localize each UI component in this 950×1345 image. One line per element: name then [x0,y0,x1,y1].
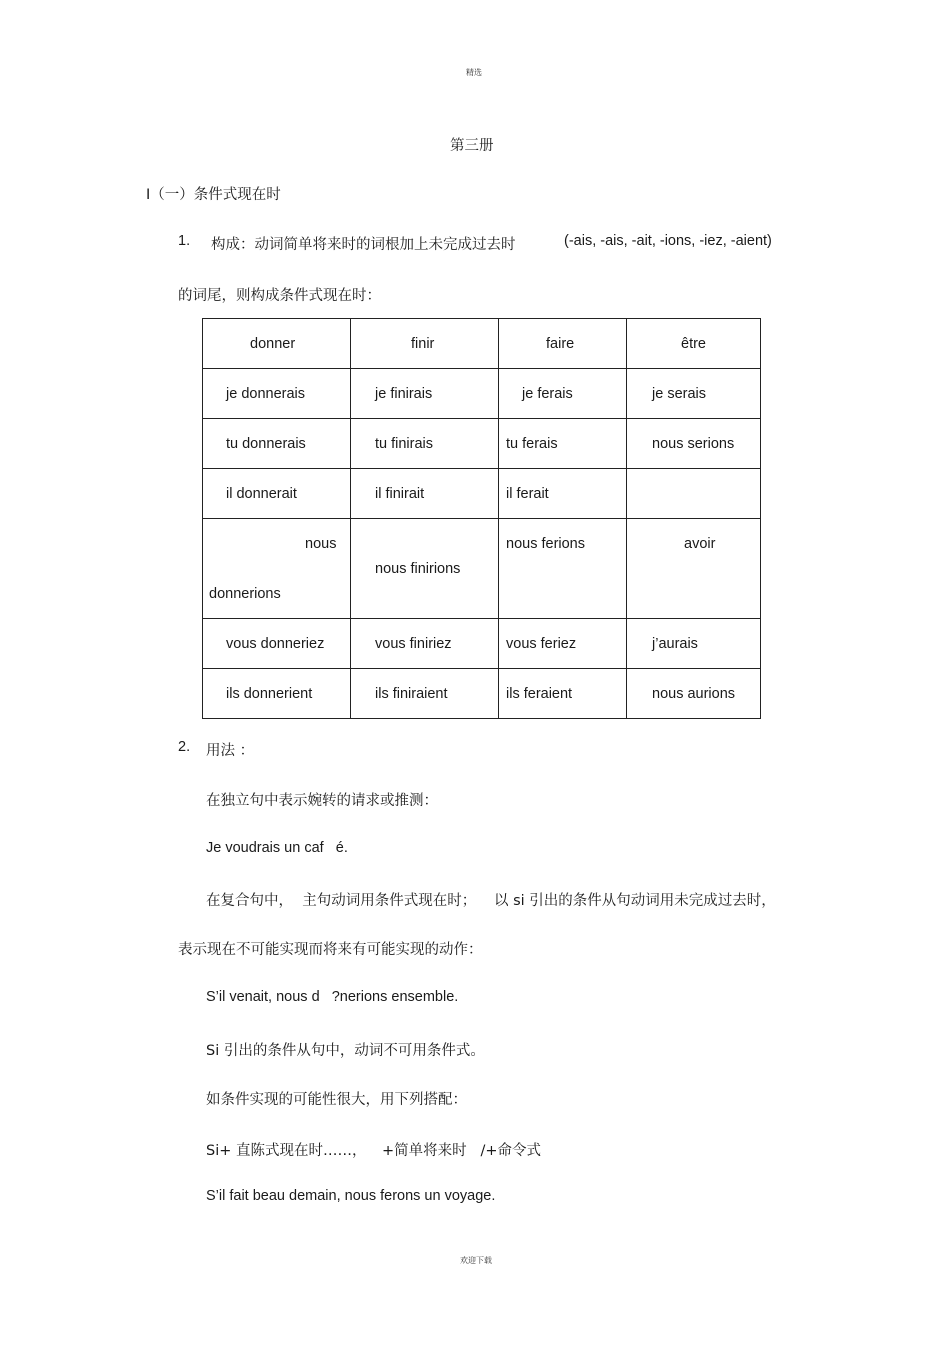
example-1: Je voudrais un caf é. [206,840,348,856]
cell-text: je finirais [375,386,433,402]
table-cell [499,519,627,619]
usage-paragraph-3: Si 引出的条件从句中，动词不可用条件式。 [206,1043,485,1059]
table-cell [499,619,627,669]
table-cell [351,369,499,419]
usage-paragraph-1: 在独立句中表示婉转的请求或推测： [206,793,438,809]
item1-text: 构成：动词简单将来时的词根加上未完成过去时 [211,237,516,253]
table-row [203,369,761,419]
cell-text: je donnerais [226,386,305,402]
cell-text: ils feraient [506,686,573,702]
table-cell [351,619,499,669]
cell-text: nous finirions [375,561,461,577]
table-cell [499,369,627,419]
header-donner: donner [250,336,296,352]
table-cell [351,519,499,619]
table-cell [351,319,499,369]
cell-text: ils donnerient [226,686,313,702]
header-watermark: 精选 [466,68,482,77]
cell-text: nous ferions [506,536,585,552]
usage-paragraph-4: 如条件实现的可能性很大，用下列搭配： [206,1092,467,1108]
table-cell [627,519,761,619]
conjugation-table [202,318,761,719]
table-cell [627,319,761,369]
cell-text: il ferait [506,486,549,502]
cell-text: j’aurais [652,636,698,652]
table-cell [203,319,351,369]
cell-text: avoir [684,536,716,552]
page-title: 第三册 [450,138,494,154]
cell-text: vous finiriez [375,636,452,652]
table-cell [203,669,351,719]
table-cell [499,469,627,519]
table-cell [203,619,351,669]
example-3: S’il fait beau demain, nous ferons un voyage. [206,1188,496,1204]
table-cell [499,669,627,719]
item2-label: 用法 ： [206,743,255,759]
table-cell [203,519,351,619]
table-row [203,619,761,669]
cell-text: je ferais [522,386,573,402]
table-cell [203,369,351,419]
example-2: S’il venait, nous d ?nerions ensemble. [206,989,459,1005]
cell-text: vous feriez [506,636,577,652]
table-cell [627,619,761,669]
table-row [203,669,761,719]
cell-text-split-second: donnerions [209,586,281,602]
cell-text-split-first: nous [305,536,337,552]
cell-text: nous aurions [652,686,736,702]
usage-paragraph-2c: 表示现在不可能实现而将来有可能实现的动作： [178,942,483,958]
table-row [203,469,761,519]
table-header-row [203,319,761,369]
table-cell [351,419,499,469]
table-cell [351,669,499,719]
header-finir: finir [411,336,435,352]
cell-text: il finirait [375,486,425,502]
section-heading: Ⅰ（一）条件式现在时 [146,187,281,203]
header-faire: faire [546,336,575,352]
usage-paragraph-2a: 在复合句中， 主句动词用条件式现在时； [206,893,477,909]
item2-number: 2. [178,739,191,755]
cell-text: il donnerait [226,486,297,502]
footer-text: 欢迎下载 [460,1256,492,1265]
table-cell [203,469,351,519]
usage-paragraph-5b: +简单将来时 /+命令式 [382,1143,542,1159]
header-etre: être [681,336,706,352]
cell-text: nous serions [652,436,735,452]
cell-text: je serais [652,386,706,402]
cell-text: ils finiraient [375,686,448,702]
usage-paragraph-5a: Si+ 直陈式现在时……， [206,1143,367,1159]
item1-continuation: 的词尾，则构成条件式现在时： [178,288,381,304]
table-cell [351,469,499,519]
table-cell [499,319,627,369]
table-cell [499,419,627,469]
item1-endings: (-ais, -ais, -ait, -ions, -iez, -aient) [564,233,772,249]
table-cell [627,419,761,469]
table-cell [627,369,761,419]
cell-text: tu finirais [375,436,434,452]
table-cell [627,469,761,519]
table-cell [203,419,351,469]
item1-number: 1. [178,233,191,249]
table-row [203,419,761,469]
usage-paragraph-2b: 以 si 引出的条件从句动词用未完成过去时， [494,893,776,909]
cell-text: vous donneriez [226,636,325,652]
cell-text: tu donnerais [226,436,306,452]
table-cell [627,669,761,719]
table-row [203,519,761,619]
cell-text: tu ferais [506,436,558,452]
